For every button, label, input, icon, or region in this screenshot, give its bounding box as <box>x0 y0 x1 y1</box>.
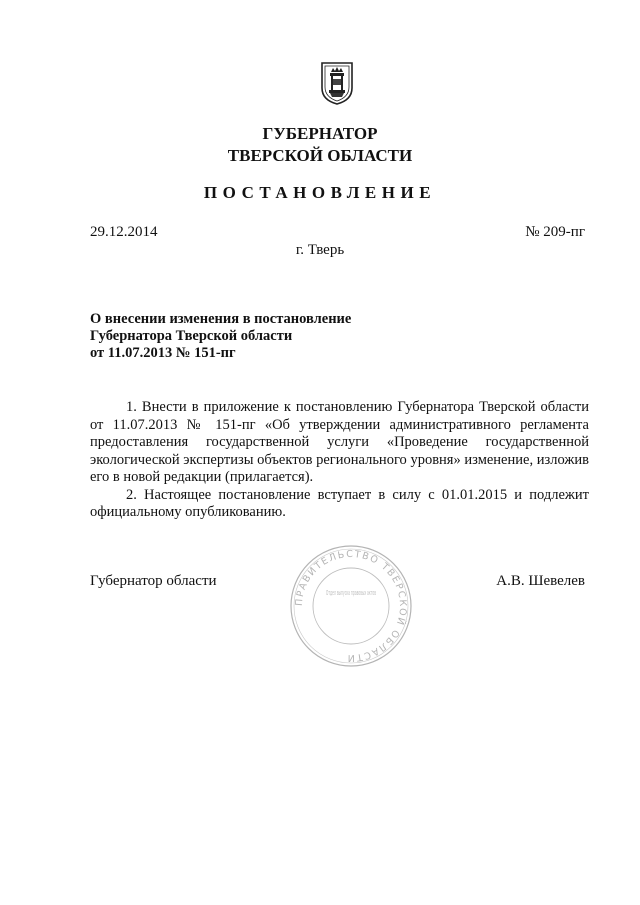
document-body <box>90 399 589 522</box>
authority-title: ГУБЕРНАТОР <box>262 124 378 143</box>
document-number: № 209-пг <box>525 224 585 240</box>
stamp-inner-text: Отдел выпуска правовых актов <box>326 589 376 597</box>
document-city: г. Тверь <box>295 242 345 258</box>
stamp-ring-text: ПРАВИТЕЛЬСТВО ТВЕРСКОЙ ОБЛАСТИ <box>293 548 409 664</box>
body-paragraph: 1. Внести в приложение к постановлению Губернатора Тверской области от 11.07.2013 № 151-пг «Об утверждении административного регламента предоставления государственной услуги «Проведение государственной экологической экспертизы объектов регионального уровня» изменение, изложив его в новой редакции (прилагается). <box>90 399 589 485</box>
signer-name: А.В. Шевелев <box>496 573 585 589</box>
authority-subtitle: ТВЕРСКОЙ ОБЛАСТИ <box>227 146 413 165</box>
subject-line: Губернатора Тверской области <box>90 328 293 344</box>
subject-line: О внесении изменения в постановление <box>90 311 352 327</box>
official-stamp <box>288 543 414 669</box>
signer-position: Губернатор области <box>90 573 217 589</box>
document-type: ПОСТАНОВЛЕНИЕ <box>203 183 437 202</box>
document-subject <box>90 311 351 362</box>
body-paragraph: 2. Настоящее постановление вступает в силу с 01.01.2015 и подлежит официальному опубликованию. <box>90 486 589 520</box>
coat-of-arms-icon <box>319 60 355 106</box>
document-date: 29.12.2014 <box>90 224 158 240</box>
subject-line: от 11.07.2013 № 151-пг <box>90 345 236 361</box>
svg-text:ПРАВИТЕЛЬСТВО ТВЕРСКОЙ ОБЛАСТИ <box>294 549 408 663</box>
